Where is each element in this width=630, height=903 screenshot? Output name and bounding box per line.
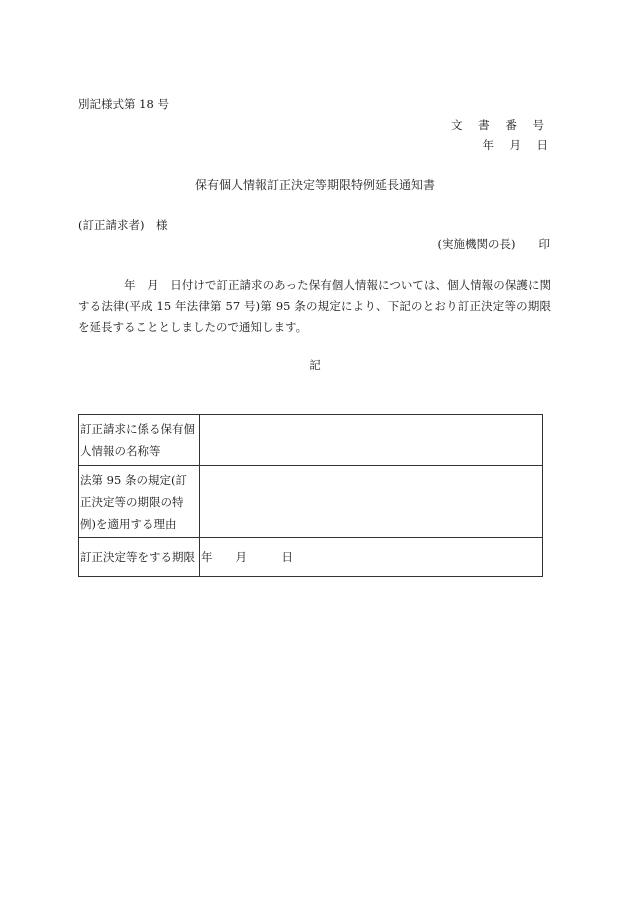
date-label: 年 月 日 [482, 138, 550, 152]
addressee: (訂正請求者) 様 [78, 218, 168, 232]
document-number-label: 文 書 番 号 [451, 118, 550, 132]
table-row [79, 415, 543, 466]
table-row [79, 538, 543, 577]
table-row [79, 466, 543, 538]
ki-heading: 記 [309, 358, 321, 372]
document-title: 保有個人情報訂正決定等期限特例延長通知書 [194, 178, 435, 192]
row-value-info-name [200, 415, 543, 466]
row-label-deadline: 訂正決定等をする期限 [79, 538, 200, 577]
notice-table [78, 414, 543, 577]
form-number: 別記様式第 18 号 [78, 97, 169, 111]
row-label-info-name: 訂正請求に係る保有個人情報の名称等 [79, 415, 200, 466]
row-label-reason: 法第 95 条の規定(訂正決定等の期限の特例)を適用する理由 [79, 466, 200, 538]
issuer-signature: (実施機関の長) 印 [437, 237, 550, 251]
row-value-reason [200, 466, 543, 538]
body-paragraph: 年 月 日付けで訂正請求のあった保有個人情報については、個人情報の保護に関する法律(平成 15 年法律第 57 号)第 95 条の規定により、下記のとおり訂正決定等の期限を延長することとしましたので通知します。 [78, 278, 551, 334]
row-value-deadline: 年 月 日 [200, 538, 543, 577]
